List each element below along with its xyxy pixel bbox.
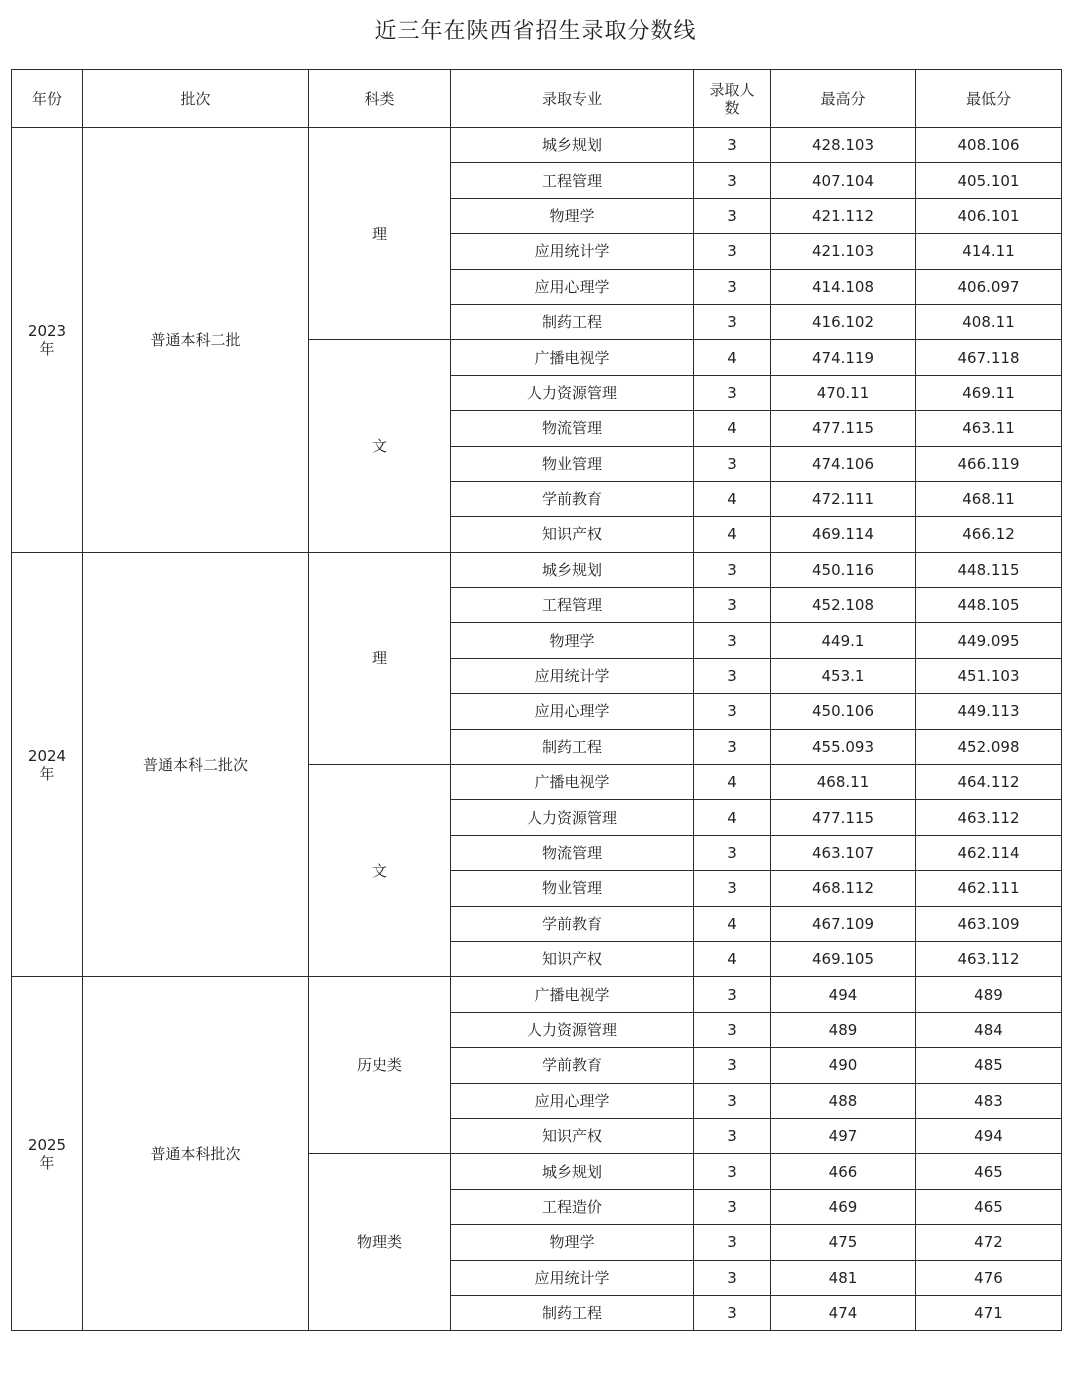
max-score-cell: 414.108 <box>771 269 916 304</box>
min-score-cell: 405.101 <box>916 163 1062 198</box>
major-cell: 学前教育 <box>451 906 694 941</box>
major-cell: 城乡规划 <box>451 552 694 587</box>
count-cell: 3 <box>694 623 771 658</box>
major-cell: 应用心理学 <box>451 269 694 304</box>
min-score-cell: 494 <box>916 1118 1062 1153</box>
major-cell: 物业管理 <box>451 446 694 481</box>
count-cell: 3 <box>694 375 771 410</box>
count-cell: 3 <box>694 1260 771 1295</box>
max-score-cell: 497 <box>771 1118 916 1153</box>
max-score-cell: 469 <box>771 1189 916 1224</box>
major-cell: 应用统计学 <box>451 1260 694 1295</box>
major-cell: 物流管理 <box>451 835 694 870</box>
count-cell: 3 <box>694 1048 771 1083</box>
max-score-cell: 474.119 <box>771 340 916 375</box>
min-score-cell: 469.11 <box>916 375 1062 410</box>
count-cell: 3 <box>694 588 771 623</box>
year-cell <box>12 977 83 1331</box>
major-cell: 制药工程 <box>451 729 694 764</box>
count-cell: 3 <box>694 1118 771 1153</box>
header-count-line1: 录取人 <box>709 80 755 99</box>
batch-cell: 普通本科二批次 <box>83 552 309 977</box>
count-cell: 3 <box>694 871 771 906</box>
max-score-cell: 469.105 <box>771 941 916 976</box>
major-cell: 知识产权 <box>451 517 694 552</box>
max-score-cell: 477.115 <box>771 411 916 446</box>
max-score-cell: 450.106 <box>771 694 916 729</box>
min-score-cell: 449.113 <box>916 694 1062 729</box>
min-score-cell: 483 <box>916 1083 1062 1118</box>
min-score-cell: 484 <box>916 1012 1062 1047</box>
admission-score-table <box>11 69 1062 1331</box>
min-score-cell: 408.11 <box>916 304 1062 339</box>
category-cell: 理 <box>309 128 451 340</box>
count-cell: 4 <box>694 906 771 941</box>
max-score-cell: 466 <box>771 1154 916 1189</box>
year-suffix: 年 <box>39 1153 55 1172</box>
max-score-cell: 421.103 <box>771 234 916 269</box>
table-row <box>12 552 1062 587</box>
max-score-cell: 468.11 <box>771 765 916 800</box>
major-cell: 广播电视学 <box>451 977 694 1012</box>
min-score-cell: 467.118 <box>916 340 1062 375</box>
min-score-cell: 465 <box>916 1154 1062 1189</box>
major-cell: 物理学 <box>451 623 694 658</box>
count-cell: 3 <box>694 269 771 304</box>
min-score-cell: 462.114 <box>916 835 1062 870</box>
major-cell: 物理学 <box>451 1225 694 1260</box>
max-score-cell: 474.106 <box>771 446 916 481</box>
min-score-cell: 485 <box>916 1048 1062 1083</box>
min-score-cell: 452.098 <box>916 729 1062 764</box>
count-cell: 3 <box>694 1083 771 1118</box>
min-score-cell: 449.095 <box>916 623 1062 658</box>
table-row <box>12 128 1062 163</box>
max-score-cell: 474 <box>771 1295 916 1330</box>
min-score-cell: 472 <box>916 1225 1062 1260</box>
min-score-cell: 476 <box>916 1260 1062 1295</box>
major-cell: 城乡规划 <box>451 128 694 163</box>
major-cell: 物业管理 <box>451 871 694 906</box>
min-score-cell: 463.109 <box>916 906 1062 941</box>
count-cell: 4 <box>694 340 771 375</box>
count-cell: 3 <box>694 1012 771 1047</box>
min-score-cell: 406.101 <box>916 198 1062 233</box>
min-score-cell: 471 <box>916 1295 1062 1330</box>
count-cell: 3 <box>694 128 771 163</box>
max-score-cell: 470.11 <box>771 375 916 410</box>
max-score-cell: 489 <box>771 1012 916 1047</box>
count-cell: 4 <box>694 411 771 446</box>
max-score-cell: 449.1 <box>771 623 916 658</box>
min-score-cell: 463.11 <box>916 411 1062 446</box>
min-score-cell: 448.115 <box>916 552 1062 587</box>
max-score-cell: 488 <box>771 1083 916 1118</box>
major-cell: 应用心理学 <box>451 694 694 729</box>
header-major: 录取专业 <box>451 70 694 128</box>
max-score-cell: 475 <box>771 1225 916 1260</box>
max-score-cell: 490 <box>771 1048 916 1083</box>
count-cell: 3 <box>694 304 771 339</box>
count-cell: 4 <box>694 941 771 976</box>
table-body <box>12 128 1062 1331</box>
min-score-cell: 464.112 <box>916 765 1062 800</box>
count-cell: 3 <box>694 977 771 1012</box>
max-score-cell: 452.108 <box>771 588 916 623</box>
count-cell: 4 <box>694 800 771 835</box>
count-cell: 3 <box>694 198 771 233</box>
major-cell: 城乡规划 <box>451 1154 694 1189</box>
count-cell: 3 <box>694 729 771 764</box>
count-cell: 3 <box>694 835 771 870</box>
major-cell: 知识产权 <box>451 1118 694 1153</box>
max-score-cell: 463.107 <box>771 835 916 870</box>
min-score-cell: 448.105 <box>916 588 1062 623</box>
year-number: 2023 <box>27 321 67 340</box>
table-header-row <box>12 70 1062 128</box>
count-cell: 3 <box>694 1295 771 1330</box>
major-cell: 应用心理学 <box>451 1083 694 1118</box>
major-cell: 应用统计学 <box>451 658 694 693</box>
batch-cell: 普通本科批次 <box>83 977 309 1331</box>
min-score-cell: 466.12 <box>916 517 1062 552</box>
header-count-line2: 数 <box>724 98 740 117</box>
count-cell: 4 <box>694 765 771 800</box>
year-cell <box>12 552 83 977</box>
min-score-cell: 406.097 <box>916 269 1062 304</box>
max-score-cell: 428.103 <box>771 128 916 163</box>
max-score-cell: 453.1 <box>771 658 916 693</box>
category-cell: 文 <box>309 340 451 552</box>
max-score-cell: 477.115 <box>771 800 916 835</box>
major-cell: 学前教育 <box>451 481 694 516</box>
category-cell: 物理类 <box>309 1154 451 1331</box>
header-year: 年份 <box>12 70 83 128</box>
count-cell: 3 <box>694 163 771 198</box>
max-score-cell: 416.102 <box>771 304 916 339</box>
major-cell: 工程管理 <box>451 588 694 623</box>
major-cell: 广播电视学 <box>451 765 694 800</box>
min-score-cell: 414.11 <box>916 234 1062 269</box>
count-cell: 3 <box>694 658 771 693</box>
min-score-cell: 451.103 <box>916 658 1062 693</box>
major-cell: 应用统计学 <box>451 234 694 269</box>
count-cell: 3 <box>694 694 771 729</box>
table-row <box>12 977 1062 1012</box>
count-cell: 4 <box>694 481 771 516</box>
header-category: 科类 <box>309 70 451 128</box>
major-cell: 人力资源管理 <box>451 800 694 835</box>
max-score-cell: 455.093 <box>771 729 916 764</box>
max-score-cell: 472.111 <box>771 481 916 516</box>
count-cell: 3 <box>694 234 771 269</box>
category-cell: 历史类 <box>309 977 451 1154</box>
page-title: 近三年在陕西省招生录取分数线 <box>374 19 697 44</box>
header-min: 最低分 <box>916 70 1062 128</box>
header-max: 最高分 <box>771 70 916 128</box>
min-score-cell: 465 <box>916 1189 1062 1224</box>
max-score-cell: 467.109 <box>771 906 916 941</box>
header-batch: 批次 <box>83 70 309 128</box>
max-score-cell: 481 <box>771 1260 916 1295</box>
count-cell: 3 <box>694 446 771 481</box>
major-cell: 工程造价 <box>451 1189 694 1224</box>
min-score-cell: 466.119 <box>916 446 1062 481</box>
max-score-cell: 468.112 <box>771 871 916 906</box>
batch-cell: 普通本科二批 <box>83 128 309 553</box>
year-suffix: 年 <box>39 764 55 783</box>
count-cell: 3 <box>694 1225 771 1260</box>
major-cell: 工程管理 <box>451 163 694 198</box>
major-cell: 广播电视学 <box>451 340 694 375</box>
max-score-cell: 407.104 <box>771 163 916 198</box>
max-score-cell: 494 <box>771 977 916 1012</box>
count-cell: 3 <box>694 1154 771 1189</box>
major-cell: 物理学 <box>451 198 694 233</box>
count-cell: 3 <box>694 1189 771 1224</box>
header-count <box>694 70 771 128</box>
year-number: 2025 <box>27 1135 67 1154</box>
max-score-cell: 421.112 <box>771 198 916 233</box>
category-cell: 文 <box>309 765 451 977</box>
min-score-cell: 408.106 <box>916 128 1062 163</box>
category-cell: 理 <box>309 552 451 764</box>
min-score-cell: 463.112 <box>916 800 1062 835</box>
max-score-cell: 469.114 <box>771 517 916 552</box>
major-cell: 物流管理 <box>451 411 694 446</box>
major-cell: 制药工程 <box>451 304 694 339</box>
major-cell: 人力资源管理 <box>451 1012 694 1047</box>
max-score-cell: 450.116 <box>771 552 916 587</box>
major-cell: 学前教育 <box>451 1048 694 1083</box>
major-cell: 知识产权 <box>451 941 694 976</box>
major-cell: 人力资源管理 <box>451 375 694 410</box>
major-cell: 制药工程 <box>451 1295 694 1330</box>
count-cell: 3 <box>694 552 771 587</box>
year-number: 2024 <box>27 746 67 765</box>
count-cell: 4 <box>694 517 771 552</box>
year-cell <box>12 128 83 553</box>
min-score-cell: 462.111 <box>916 871 1062 906</box>
min-score-cell: 463.112 <box>916 941 1062 976</box>
year-suffix: 年 <box>39 339 55 358</box>
min-score-cell: 468.11 <box>916 481 1062 516</box>
min-score-cell: 489 <box>916 977 1062 1012</box>
